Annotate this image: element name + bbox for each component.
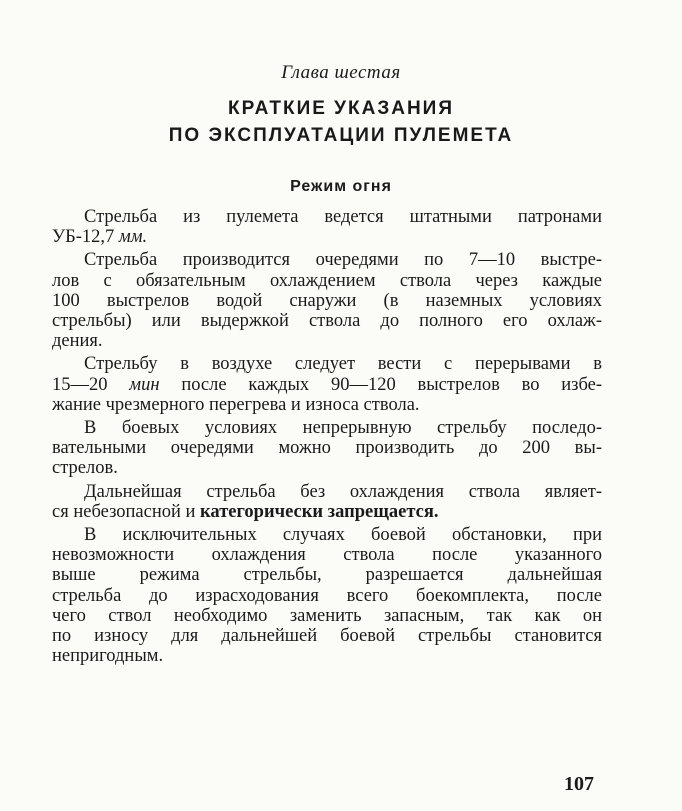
paragraph (52, 482, 602, 522)
text-line: Дальнейшая стрельба без охлаждения ствола являет- (84, 481, 602, 502)
text-line: стрельбы) или выдержкой ствола до полного его охлаж- (52, 311, 602, 332)
text-line: выше режима стрельбы, разрешается дальнейшая (52, 565, 602, 586)
paragraph (52, 250, 602, 351)
text-line: стрельба до израсходования всего боекомплекта, после (52, 585, 602, 606)
text-line: УБ-12,7 мм. (52, 227, 148, 248)
text-line: В исключительных случаях боевой обстановки, при (84, 525, 602, 546)
text-line: стрелов. (52, 458, 118, 479)
paragraph (52, 418, 602, 479)
text-line: жание чрезмерного перегрева и износа ствола. (52, 394, 420, 415)
text-line: 100 выстрелов водой снаружи (в наземных условиях (52, 290, 602, 311)
paragraph (52, 354, 602, 415)
text-line: 15—20 мин после каждых 90—120 выстрелов во избе- (52, 374, 603, 395)
body-text (52, 207, 602, 666)
text-line: Стрельбу в воздухе следует вести с перерывами в (84, 354, 602, 375)
text-line: Стрельба из пулемета ведется штатными патронами (84, 207, 602, 227)
text-line: ся небезопасной и категорически запрещается. (52, 501, 439, 522)
text-line: по износу для дальнейшей боевой стрельбы становится (52, 626, 602, 647)
text-line: Стрельба производится очередями по 7—10 выстре- (84, 250, 602, 271)
text-line: вательными очередями можно производить до 200 вы- (52, 438, 602, 459)
text-line: непригодным. (52, 646, 164, 667)
title-line: КРАТКИЕ УКАЗАНИЯ (228, 98, 454, 119)
section-heading: Режим огня (290, 178, 392, 195)
title-line: ПО ЭКСПЛУАТАЦИИ ПУЛЕМЕТА (168, 125, 514, 146)
text-line: лов с обязательным охлаждением ствола через каждые (52, 270, 602, 291)
paragraph (52, 525, 602, 666)
paragraph (52, 207, 602, 247)
chapter-heading: Глава шестая (281, 62, 401, 83)
text-line: невозможности охлаждения ствола после указанного (52, 545, 602, 566)
text-line: В боевых условиях непрерывную стрельбу последо- (84, 418, 602, 439)
page-number: 107 (564, 773, 594, 795)
page-title (0, 95, 682, 149)
text-line: дения. (52, 331, 103, 352)
text-line: чего ствол необходимо заменить запасным, так как он (52, 605, 602, 626)
